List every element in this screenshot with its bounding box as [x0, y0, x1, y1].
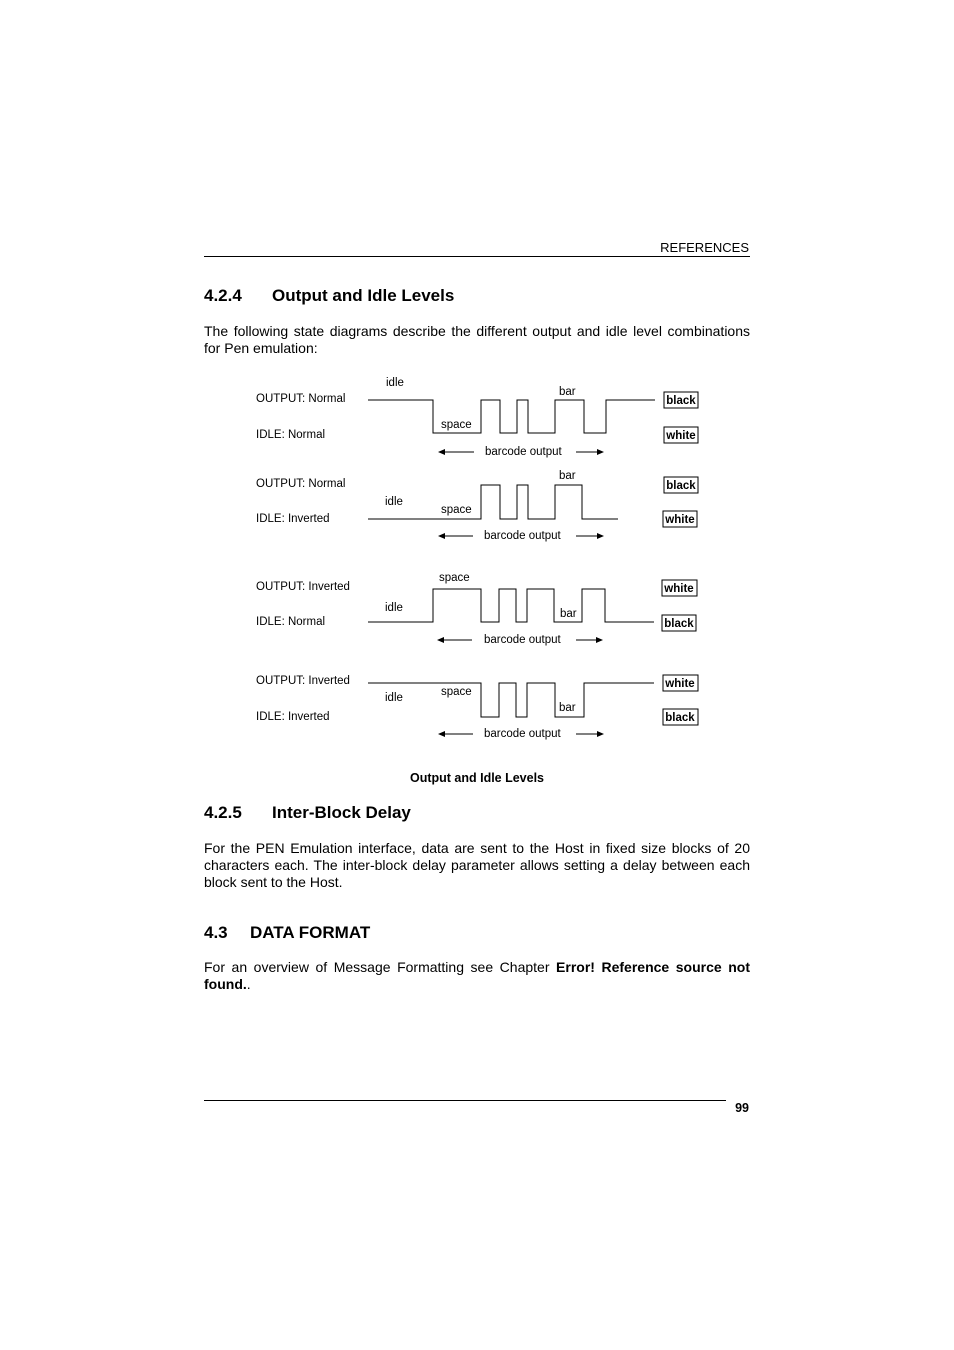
page-number: 99 [735, 1101, 749, 1115]
arrowhead-left-icon [438, 533, 445, 539]
output-label: OUTPUT: Inverted [256, 581, 350, 593]
idle-label: IDLE: Normal [256, 429, 326, 441]
space-word: space [441, 504, 472, 516]
bar-word: bar [559, 702, 576, 714]
level-box-label: black [665, 712, 695, 724]
level-box-label: white [665, 514, 695, 526]
output-label: OUTPUT: Inverted [256, 675, 350, 687]
output-label: OUTPUT: Normal [256, 478, 346, 490]
diagram-2 [256, 470, 698, 542]
idle-word: idle [386, 377, 404, 389]
section-number: 4.2.4 [204, 286, 242, 305]
section-heading-4-3 [204, 923, 370, 943]
level-box-label: black [666, 480, 696, 492]
space-word: space [441, 419, 472, 431]
idle-label: IDLE: Normal [256, 616, 326, 628]
section-title: Output and Idle Levels [272, 286, 455, 305]
body-text: For an overview of Message Formatting see Chapter [204, 959, 557, 975]
level-box-label: white [665, 678, 695, 690]
level-box-label: black [664, 618, 694, 630]
axis-label: barcode output [484, 728, 561, 740]
arrowhead-right-icon [596, 637, 603, 643]
section-body-4-2-4: The following state diagrams describe the different output and idle level combinations for Pen emulation: [204, 323, 750, 356]
arrowhead-left-icon [438, 731, 445, 737]
space-word: space [441, 686, 472, 698]
idle-word: idle [385, 496, 403, 508]
idle-label: IDLE: Inverted [256, 513, 330, 525]
level-box-label: black [666, 395, 696, 407]
axis-label: barcode output [484, 634, 561, 646]
arrowhead-right-icon [597, 449, 604, 455]
idle-label: IDLE: Inverted [256, 711, 330, 723]
section-body-4-3 [204, 959, 750, 993]
output-label: OUTPUT: Normal [256, 393, 346, 405]
diagram-4 [256, 675, 698, 740]
idle-word: idle [385, 602, 403, 614]
signal-waveform [368, 485, 618, 519]
section-title: Inter-Block Delay [272, 803, 411, 822]
section-number: 4.3 [204, 923, 228, 942]
diagram-3 [256, 572, 697, 646]
footer-rule [204, 1100, 726, 1101]
signal-waveform [368, 589, 654, 622]
arrowhead-right-icon [597, 731, 604, 737]
arrowhead-left-icon [438, 449, 445, 455]
section-title: DATA FORMAT [250, 923, 371, 942]
running-header: REFERENCES [660, 240, 749, 255]
section-heading-4-2-5 [204, 803, 411, 823]
body-text-end: . [246, 976, 251, 992]
reference-error-text: Error! Reference source not found. [204, 959, 750, 992]
axis-label: barcode output [485, 446, 562, 458]
bar-word: bar [559, 386, 576, 398]
level-box-label: white [666, 430, 696, 442]
signal-waveform [368, 400, 655, 433]
level-box-label: white [664, 583, 694, 595]
section-number: 4.2.5 [204, 803, 242, 822]
diagram-1 [256, 377, 698, 458]
axis-label: barcode output [484, 530, 561, 542]
figure-caption: Output and Idle Levels [409, 771, 545, 785]
arrowhead-right-icon [597, 533, 604, 539]
section-body-4-2-5: For the PEN Emulation interface, data are sent to the Host in fixed size blocks of 20 characters each. The inter-block delay parameter allows setting a delay between each block sent to the Host. [204, 840, 750, 890]
bar-word: bar [560, 608, 577, 620]
signal-waveform [368, 683, 654, 717]
space-word: space [439, 572, 470, 584]
idle-word: idle [385, 692, 403, 704]
arrowhead-left-icon [437, 637, 444, 643]
bar-word: bar [559, 470, 576, 482]
